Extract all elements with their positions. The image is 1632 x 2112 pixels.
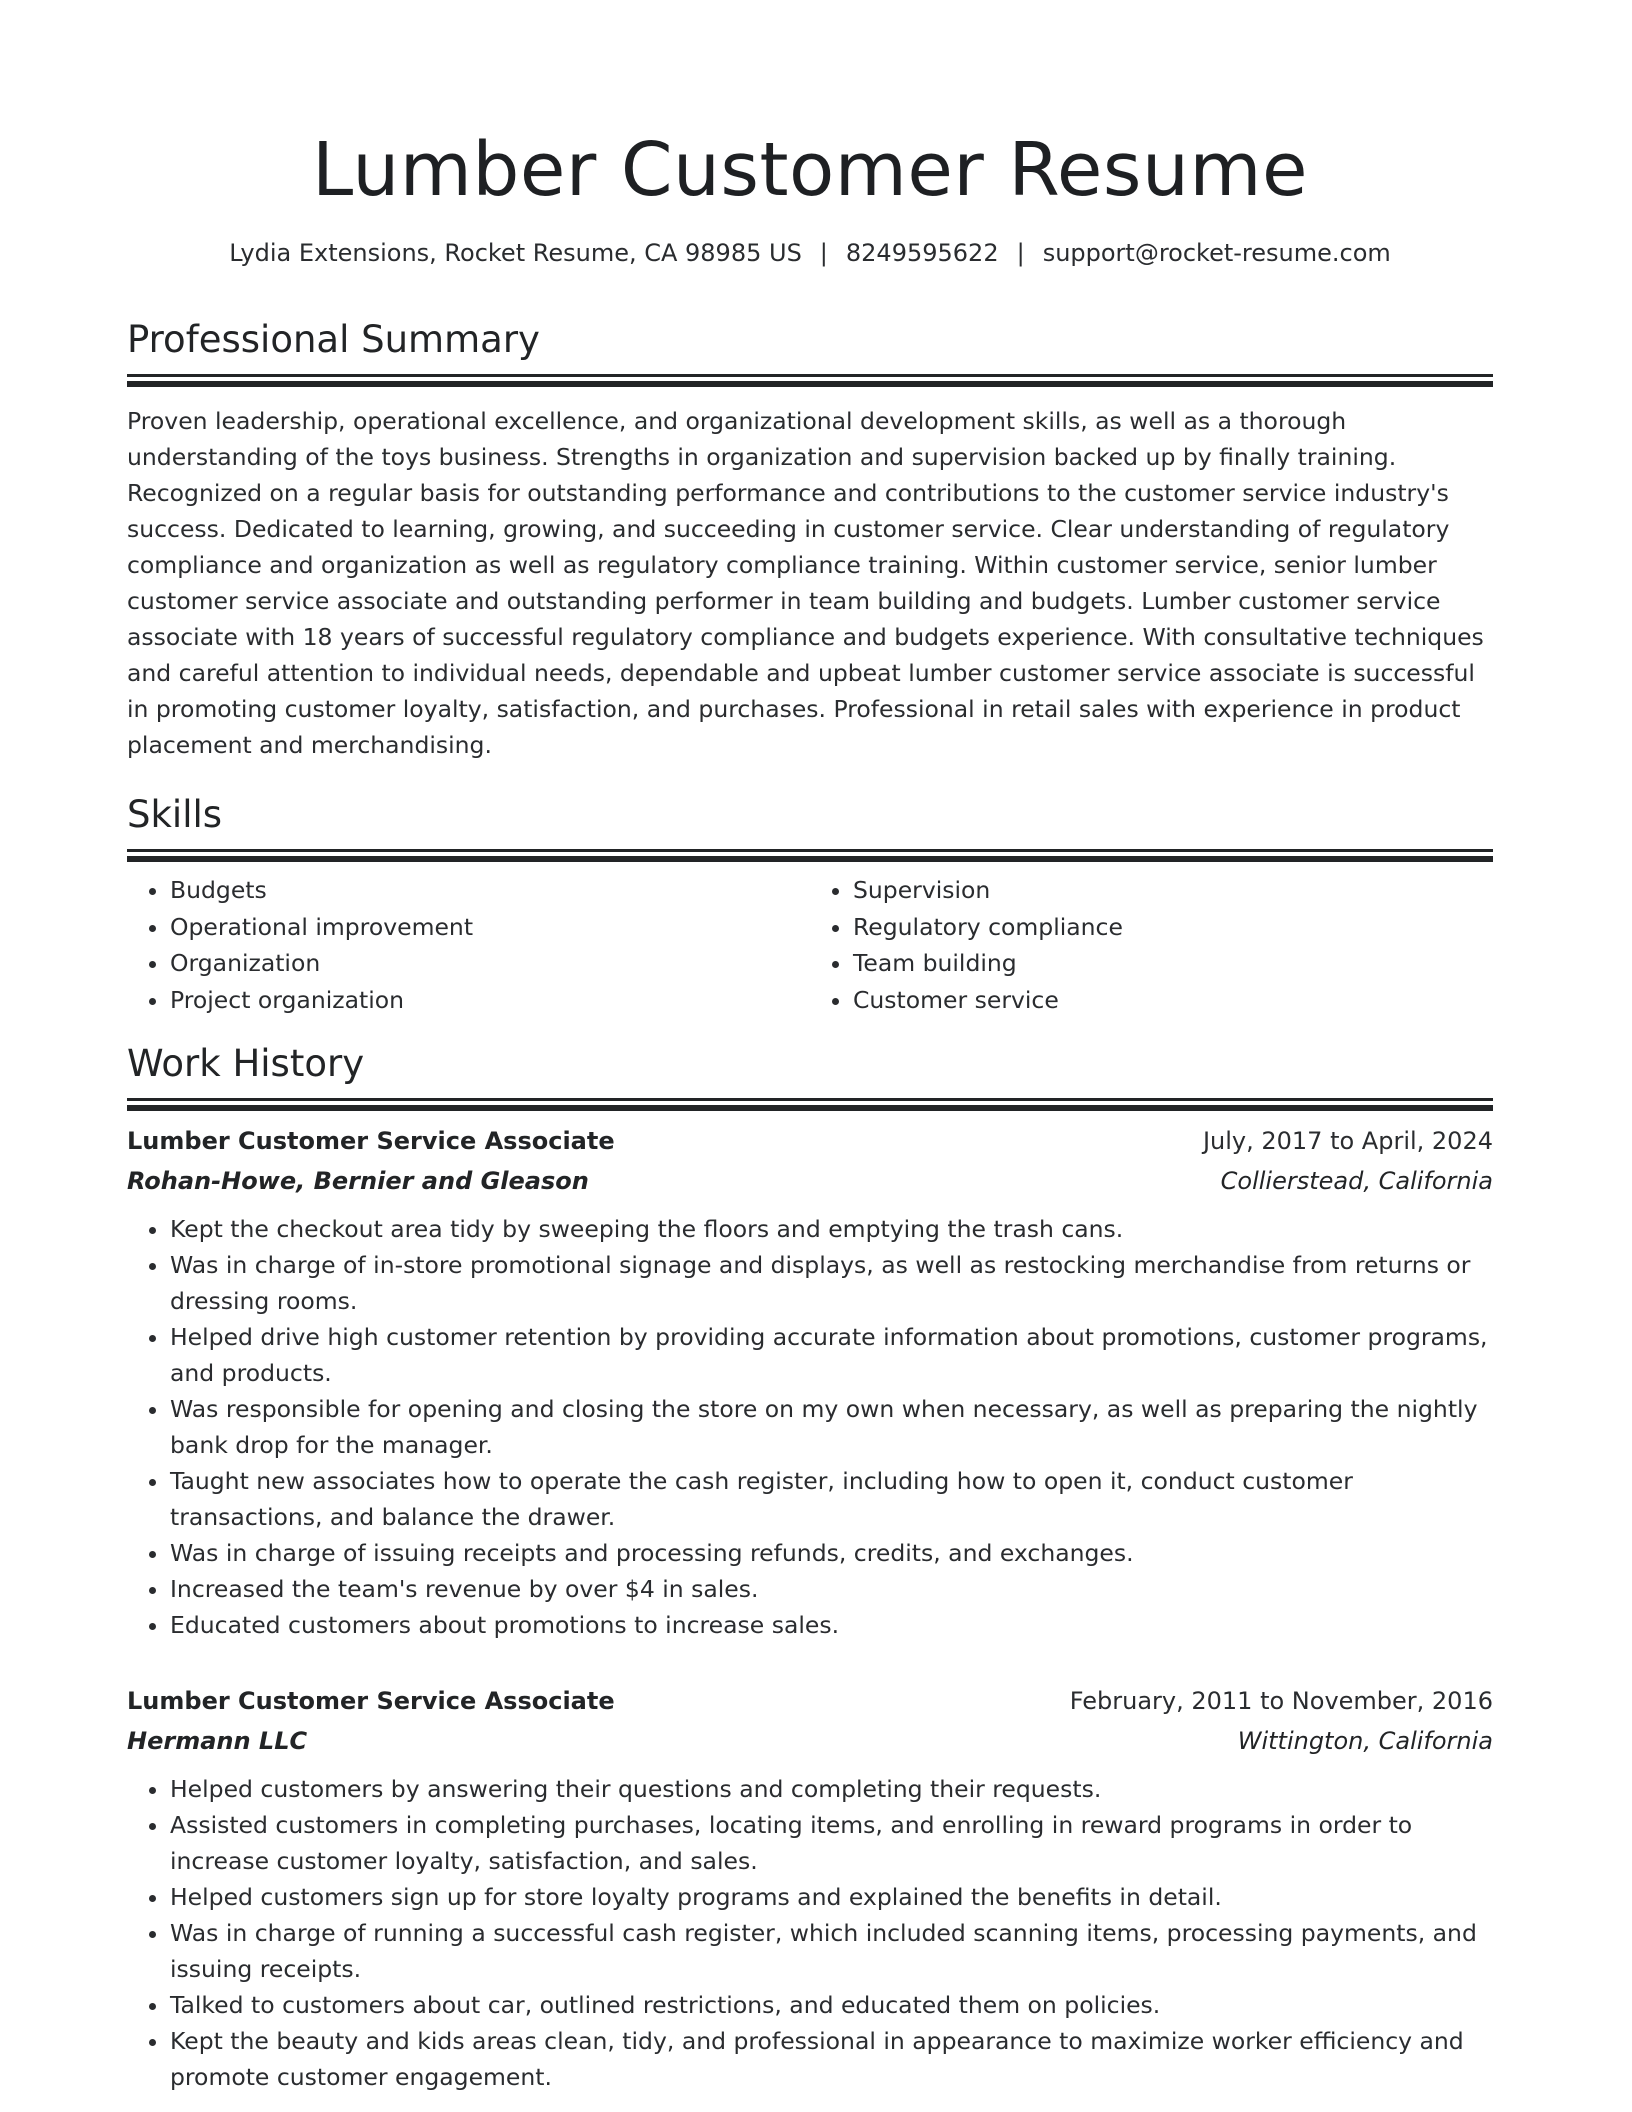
job-company: Hermann LLC	[127, 1727, 308, 1755]
job-location: Collierstead, California	[1220, 1167, 1493, 1195]
section-heading-skills: Skills	[127, 793, 223, 836]
job-header-row	[127, 1121, 1493, 1161]
section-divider	[127, 1098, 1493, 1101]
summary-paragraph: Proven leadership, operational excellence, and organizational development skills, as well as a thorough understanding of the toys business. Strengths in organization and supervision backed up by finally training. Recognized on a regular basis for outstanding performance and contributions to the customer service industry's success. Dedicated to learning, growing, and succeeding in customer service. Clear understanding of regulatory compliance and organization as well as regulatory compliance training. Within customer service, senior lumber customer service associate and outstanding performer in team building and budgets. Lumber customer service associate with 18 years of successful regulatory compliance and budgets experience. With consultative techniques and careful attention to individual needs, dependable and upbeat lumber customer service associate is successful in promoting customer loyalty, satisfaction, and purchases. Professional in retail sales with experience in product placement and merchandising.	[127, 407, 1484, 759]
skills-section	[127, 791, 1493, 1018]
skill-item: • Operational improvement	[170, 909, 810, 946]
resume-page	[127, 0, 1493, 2095]
job-employer-row	[127, 1721, 1493, 1761]
skill-item: • Customer service	[853, 982, 1493, 1019]
job-company: Rohan-Howe, Bernier and Gleason	[127, 1167, 589, 1195]
work-history-section	[127, 1040, 1493, 2095]
contact-separator: |	[819, 239, 828, 267]
contact-phone: 8249595622	[845, 239, 999, 267]
job-bullet: • Kept the beauty and kids areas clean, tidy, and professional in appearance to maximize worker efficiency and promote customer engagement.	[170, 2023, 1493, 2095]
contact-separator: |	[1016, 239, 1025, 267]
job-bullet: • Increased the team's revenue by over $4 in sales.	[170, 1571, 1493, 1607]
job-bullet: • Was in charge of issuing receipts and processing refunds, credits, and exchanges.	[170, 1535, 1493, 1571]
contact-address: Lydia Extensions, Rocket Resume, CA 98985 US	[229, 239, 802, 267]
job-location: Wittington, California	[1237, 1727, 1493, 1755]
job-employer-row	[127, 1161, 1493, 1201]
job-bullet: • Was in charge of running a successful cash register, which included scanning items, processing payments, and issuing receipts.	[170, 1915, 1493, 1987]
skills-column-left	[127, 872, 810, 1018]
skill-item: • Team building	[853, 945, 1493, 982]
section-divider	[127, 849, 1493, 852]
job-dates: February, 2011 to November, 2016	[1069, 1687, 1493, 1715]
section-heading-summary: Professional Summary	[127, 318, 540, 361]
job-dates: July, 2017 to April, 2024	[1202, 1127, 1493, 1155]
job-bullet: • Educated customers about promotions to increase sales.	[170, 1607, 1493, 1643]
skill-item: • Supervision	[853, 872, 1493, 909]
job-bullet: • Helped drive high customer retention by providing accurate information about promotions, customer programs, and products.	[170, 1319, 1493, 1391]
job-bullets	[127, 1211, 1493, 1643]
job-entry	[127, 1681, 1493, 2095]
job-bullets	[127, 1771, 1493, 2095]
job-bullet: • Taught new associates how to operate the cash register, including how to open it, conduct customer transactions, and balance the drawer.	[170, 1463, 1493, 1535]
section-heading-work-history: Work History	[127, 1042, 365, 1085]
skill-item: • Project organization	[170, 982, 810, 1019]
job-title: Lumber Customer Service Associate	[127, 1127, 615, 1155]
resume-title: Lumber Customer Resume	[311, 127, 1309, 213]
job-title: Lumber Customer Service Associate	[127, 1687, 615, 1715]
job-bullet: • Helped customers by answering their questions and completing their requests.	[170, 1771, 1493, 1807]
job-bullet: • Helped customers sign up for store loyalty programs and explained the benefits in detail.	[170, 1879, 1493, 1915]
job-bullet: • Talked to customers about car, outlined restrictions, and educated them on policies.	[170, 1987, 1493, 2023]
skills-column-right	[810, 872, 1493, 1018]
contact-email: support@rocket-resume.com	[1042, 239, 1391, 267]
contact-line	[127, 236, 1493, 270]
skills-grid	[127, 872, 1493, 1018]
job-entry	[127, 1121, 1493, 1643]
job-header-row	[127, 1681, 1493, 1721]
skill-item: • Organization	[170, 945, 810, 982]
skill-item: • Budgets	[170, 872, 810, 909]
skill-item: • Regulatory compliance	[853, 909, 1493, 946]
professional-summary-section	[127, 316, 1493, 763]
job-bullet: • Kept the checkout area tidy by sweeping the floors and emptying the trash cans.	[170, 1211, 1493, 1247]
section-divider	[127, 374, 1493, 377]
job-bullet: • Assisted customers in completing purchases, locating items, and enrolling in reward programs in order to increase customer loyalty, satisfaction, and sales.	[170, 1807, 1493, 1879]
job-bullet: • Was in charge of in-store promotional signage and displays, as well as restocking merchandise from returns or dressing rooms.	[170, 1247, 1493, 1319]
job-bullet: • Was responsible for opening and closing the store on my own when necessary, as well as preparing the nightly bank drop for the manager.	[170, 1391, 1493, 1463]
